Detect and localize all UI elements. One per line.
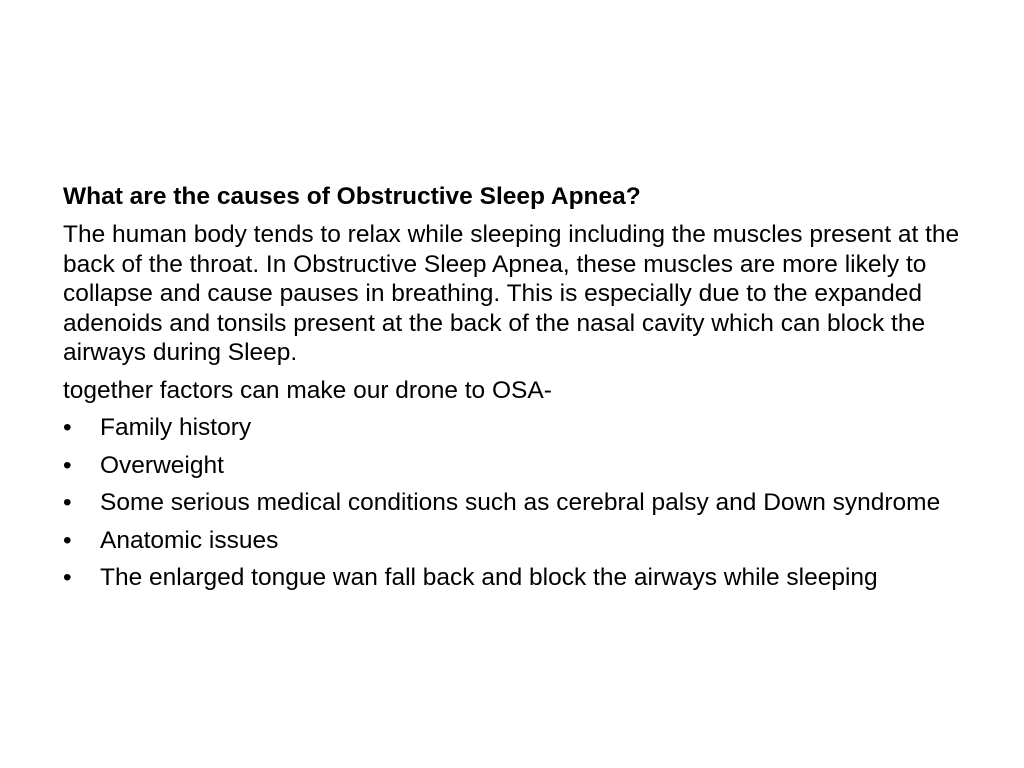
list-item <box>63 488 963 518</box>
list-item-text: Some serious medical conditions such as cerebral palsy and Down syndrome <box>100 489 941 516</box>
bullet-icon: • <box>63 414 72 441</box>
list-item <box>63 563 963 593</box>
bullet-icon: • <box>63 489 72 516</box>
bullet-icon: • <box>63 451 72 479</box>
list-item <box>63 413 963 443</box>
body-paragraph: The human body tends to relax while sleeping including the muscles present at the back of the throat. In Obstructive Sleep Apnea, these muscles are more likely to collapse and cause pauses in breathing. This is especially due to the expanded adenoids and tonsils present at the back of the nasal cavity which can block the airways during Sleep. <box>63 221 960 366</box>
intro-line: together factors can make our drone to OSA- <box>63 376 552 404</box>
list-item-text: Family history <box>100 414 252 441</box>
list-item <box>63 526 963 556</box>
bullet-list <box>63 413 963 593</box>
bullet-icon: • <box>63 564 72 591</box>
bullet-icon: • <box>63 526 72 554</box>
slide-body <box>63 180 963 601</box>
list-item <box>63 451 963 481</box>
list-item-text: Anatomic issues <box>100 526 279 554</box>
list-item-text: Overweight <box>100 451 224 479</box>
slide-heading: What are the causes of Obstructive Sleep Apnea? <box>63 183 641 210</box>
list-item-text: The enlarged tongue wan fall back and block the airways while sleeping <box>100 564 878 591</box>
